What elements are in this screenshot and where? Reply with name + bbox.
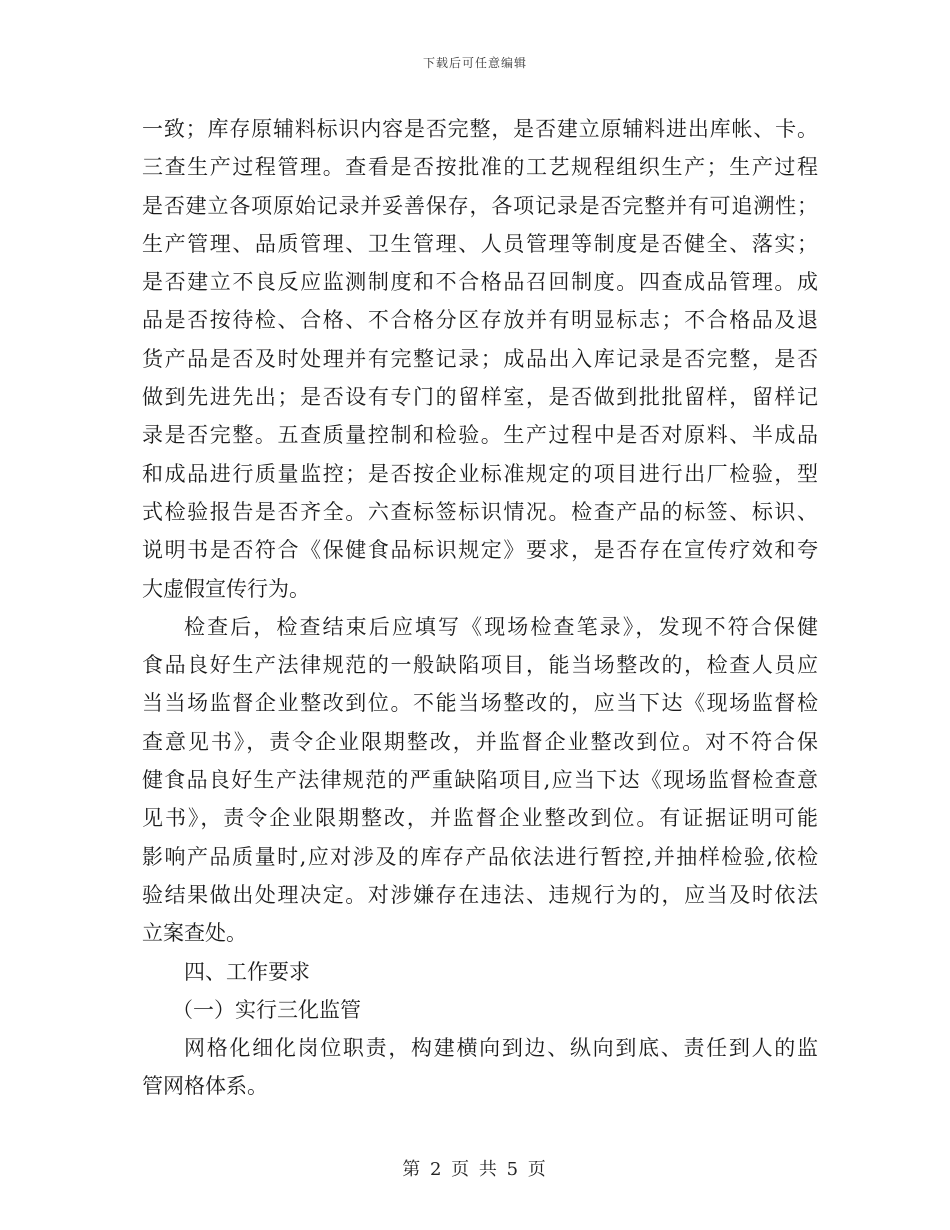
paragraph-first-line: 检查后，检查结束后应填写《现场检查笔录》，发现不符合保健 [184, 614, 818, 639]
text-line: 管网格体系。 [142, 1074, 268, 1099]
text-line: 是否建立不良反应监测制度和不合格品召回制度。四查成品管理。成 [142, 270, 818, 295]
text-line: 是否建立各项原始记录并妥善保存，各项记录是否完整并有可追溯性； [142, 193, 818, 218]
text-line: 生产管理、品质管理、卫生管理、人员管理等制度是否健全、落实； [142, 231, 818, 256]
paragraph-first-line: 网格化细化岗位职责，构建横向到边、纵向到底、责任到人的监 [184, 1036, 818, 1061]
text-line: 品是否按待检、合格、不合格分区存放并有明显标志；不合格品及退 [142, 308, 818, 333]
text-line: 和成品进行质量监控；是否按企业标准规定的项目进行出厂检验，型 [142, 461, 818, 486]
text-line: 验结果做出处理决定。对涉嫌存在违法、违规行为的，应当及时依法 [142, 882, 818, 907]
page-footer: 第 2 页 共 5 页 [402, 1159, 548, 1180]
text-line: 大虚假宣传行为。 [142, 576, 310, 601]
text-line: 一致；库存原辅料标识内容是否完整，是否建立原辅料进出库帐、卡。 [142, 117, 818, 141]
text-line: 健食品良好生产法律规范的严重缺陷项目,应当下达《现场监督检查意 [142, 768, 818, 793]
text-line: 三查生产过程管理。查看是否按批准的工艺规程组织生产；生产过程 [142, 155, 818, 180]
text-line: 查意见书》，责令企业限期整改，并监督企业整改到位。对不符合保 [142, 729, 818, 754]
section-heading: 四、工作要求 [184, 959, 310, 984]
text-line: 做到先进先出；是否设有专门的留样室，是否做到批批留样，留样记 [142, 385, 818, 410]
text-line: 说明书是否符合《保健食品标识规定》要求，是否存在宣传疗效和夸 [142, 538, 818, 563]
text-line: 式检验报告是否齐全。六查标签标识情况。检查产品的标签、标识、 [142, 499, 818, 524]
text-line: 货产品是否及时处理并有完整记录；成品出入库记录是否完整，是否 [142, 346, 818, 371]
document-body [142, 110, 818, 1106]
page-header: 下载后可任意编辑 [422, 56, 527, 70]
text-line: 见书》，责令企业限期整改，并监督企业整改到位。有证据证明可能 [142, 806, 818, 831]
text-line: 食品良好生产法律规范的一般缺陷项目，能当场整改的，检查人员应 [142, 653, 818, 678]
text-line: 录是否完整。五查质量控制和检验。生产过程中是否对原料、半成品 [142, 423, 818, 448]
text-line: 当当场监督企业整改到位。不能当场整改的，应当下达《现场监督检 [142, 691, 818, 716]
subsection-heading: （一）实行三化监管 [172, 997, 361, 1022]
text-line: 立案查处。 [142, 921, 247, 946]
text-line: 影响产品质量时,应对涉及的库存产品依法进行暂控,并抽样检验,依检 [142, 844, 818, 869]
